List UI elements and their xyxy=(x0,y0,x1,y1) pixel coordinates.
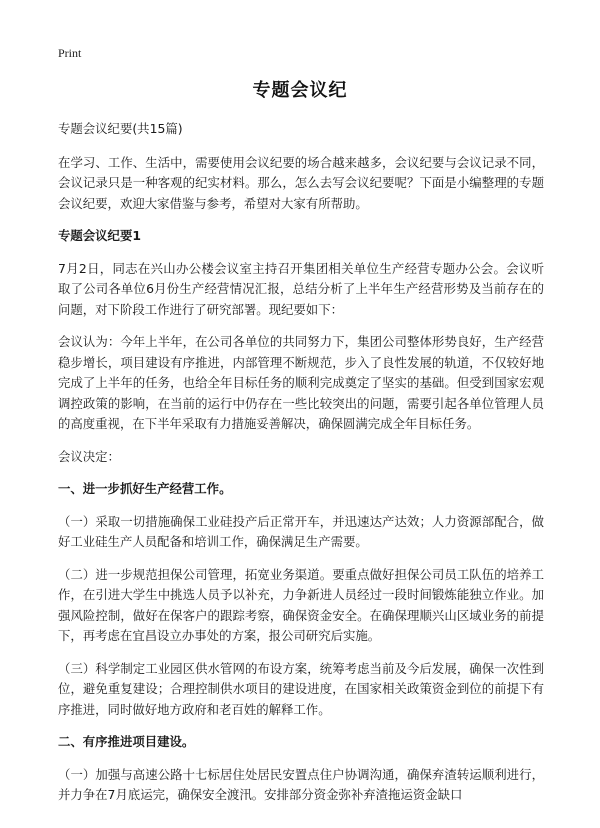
heading-part-one: 一、进一步抓好生产经营工作。 xyxy=(58,481,232,496)
document-subtitle: 专题会议纪要(共15篇) xyxy=(58,121,183,136)
document-body xyxy=(58,119,544,818)
decision-paragraph: 会议决定： xyxy=(58,448,120,464)
part-one-item-2: （二）进一步规范担保公司管理，拓宽业务渠道。要重点做好担保公司员工队伍的培养工作，在引进大学生中挑选人员予以补充，力争新进人员经过一段时间锻炼能独立作业。加强风险控制，做好在保客户的跟踪考察，确保资金安全。在确保理顺兴山区域业务的前提下，再考虑在宜昌设立办事处的方案，报公司研究后实施。 xyxy=(58,566,544,643)
heading-part-two: 二、有序推进项目建设。 xyxy=(58,734,195,749)
page-title: 专题会议纪 xyxy=(252,80,348,101)
part-one-item-1: （一）采取一切措施确保工业硅投产后正常开车，并迅速达产达效；人力资源部配合，做好工业硅生产人员配备和培训工作，确保满足生产需要。 xyxy=(58,513,544,549)
meeting-paragraph: 7月2日，同志在兴山办公楼会议室主持召开集团相关单位生产经营专题办公会。会议听取了公司各单位6月份生产经营情况汇报，总结分析了上半年生产经营形势及当前存在的问题，对下阶段工作进行了研究部署。现纪要如下： xyxy=(58,260,544,317)
intro-paragraph: 在学习、工作、生活中，需要使用会议纪要的场合越来越多，会议纪要与会议记录不同，会议记录只是一种客观的纪实材料。那么，怎么去写会议纪要呢？下面是小编整理的专题会议纪要，欢迎大家借鉴与参考，希望对大家有所帮助。 xyxy=(58,154,544,211)
section-heading-1: 专题会议纪要1 xyxy=(58,228,141,243)
print-link[interactable]: Print xyxy=(58,46,82,60)
part-two-item-1: （一）加强与高速公路十七标居住处居民安置点住户协调沟通，确保弃渣转运顺利进行，并力争在7月底运完，确保安全渡汛。安排部分资金弥补弃渣拖运资金缺口 xyxy=(58,766,544,802)
part-one-item-3: （三）科学制定工业园区供水管网的布设方案，统筹考虑当前及今后发展，确保一次性到位，避免重复建设；合理控制供水项目的建设进度，在国家相关政策资金到位的前提下有序推进，同时做好地方政府和老百姓的解释工作。 xyxy=(58,660,544,717)
opinion-paragraph: 会议认为：今年上半年，在公司各单位的共同努力下，集团公司整体形势良好，生产经营稳步增长，项目建设有序推进，内部管理不断规范，步入了良性发展的轨道，不仅较好地完成了上半年的任务，也给全年目标任务的顺利完成奠定了坚实的基础。但受到国家宏观调控政策的影响，在当前的运行中仍存在一些比较突出的问题，需要引起各单位管理人员的高度重视，在下半年采取有力措施妥善解决，确保圆满完成全年目标任务。 xyxy=(58,334,544,431)
